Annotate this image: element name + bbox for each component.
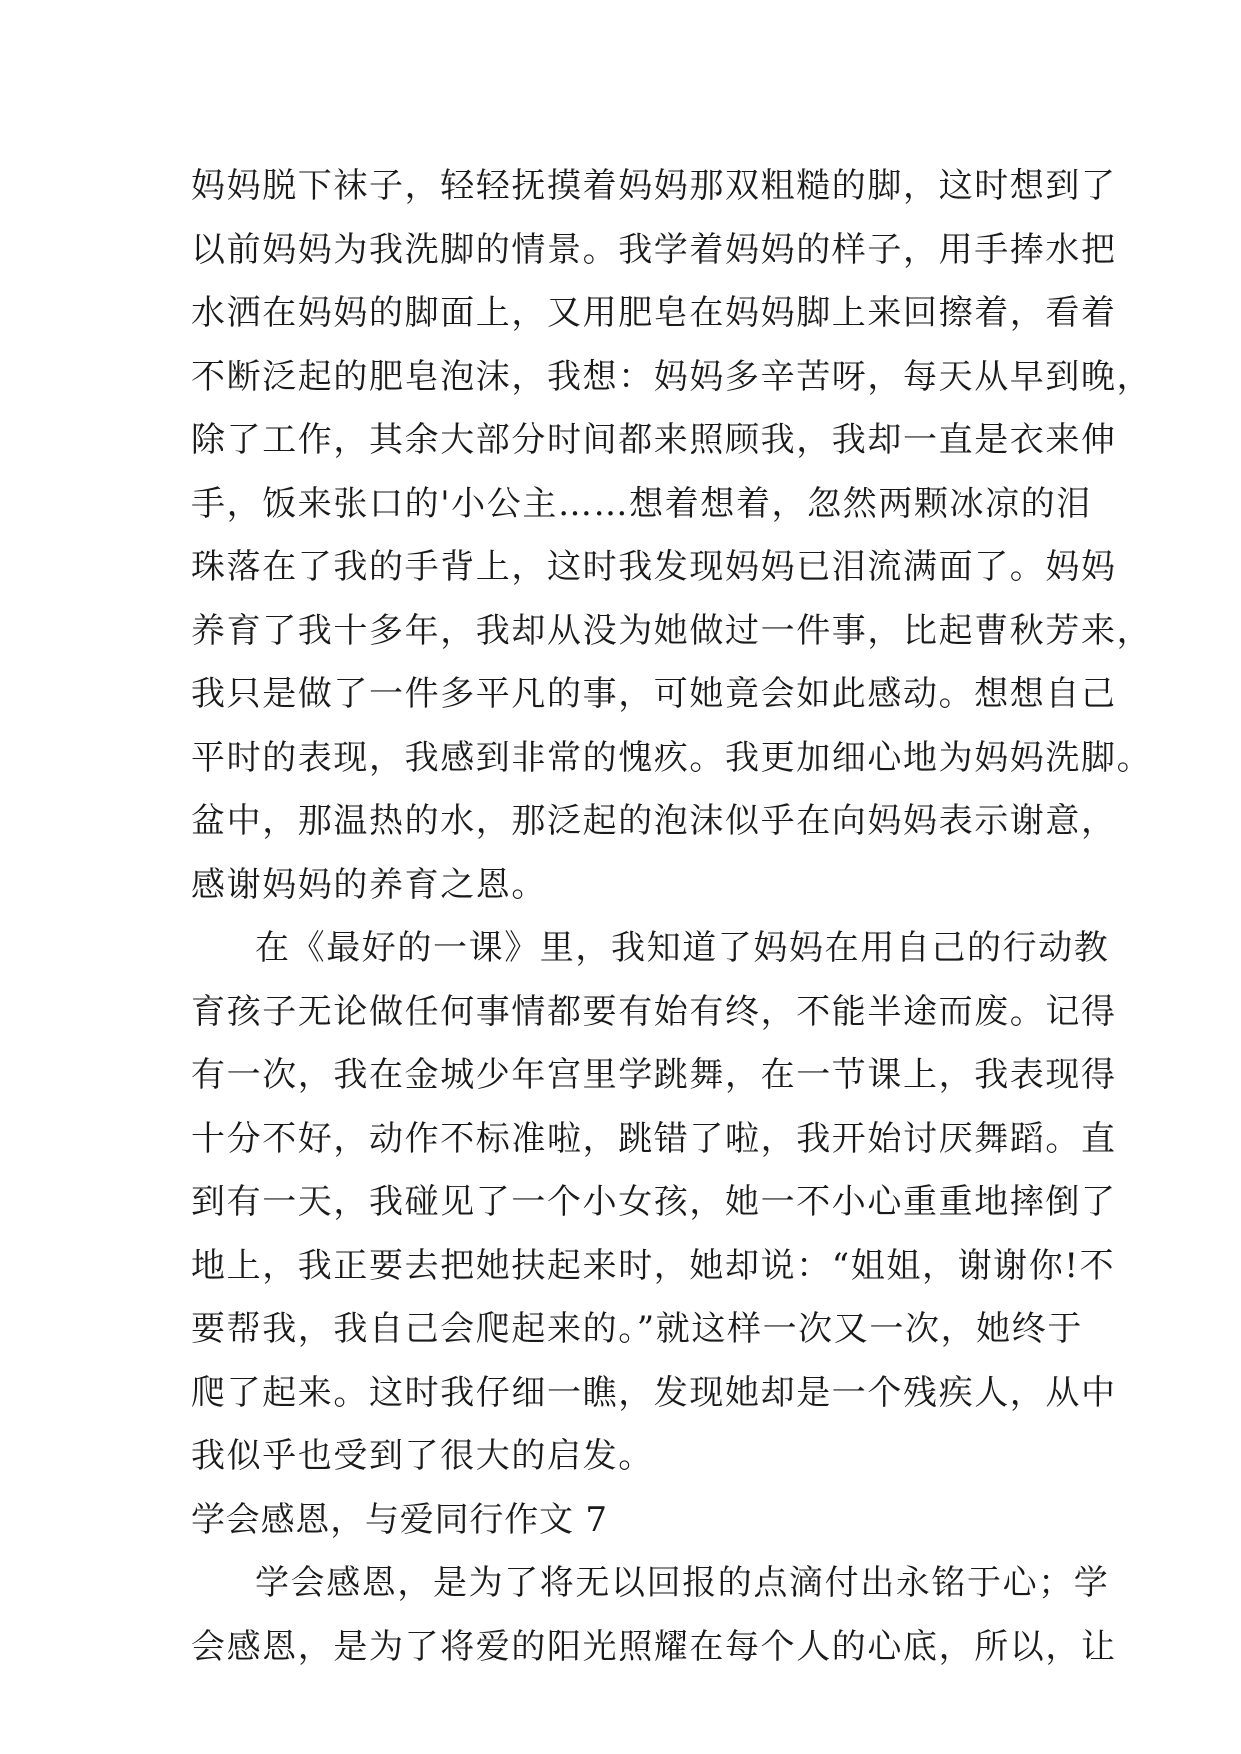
text-line: 以前妈妈为我洗脚的情景。我学着妈妈的样子，用手捧水把: [191, 229, 1117, 270]
text-line: 十分不好，动作不标准啦，跳错了啦，我开始讨厌舞蹈。直: [191, 1118, 1117, 1159]
text-line: 有一次，我在金城少年宫里学跳舞，在一节课上，我表现得: [191, 1055, 1117, 1095]
text-line: 地上，我正要去把她扶起来时，她却说：“姐姐，谢谢你!不: [191, 1245, 1116, 1286]
text-line: 感谢妈妈的养育之恩。: [191, 864, 547, 905]
text-line: 盆中，那温热的水，那泛起的泡沫似乎在向妈妈表示谢意，: [191, 801, 1117, 841]
paragraph-first-line: 在《最好的一课》里，我知道了妈妈在用自己的行动教: [255, 928, 1110, 968]
text-line: 养育了我十多年，我却从没为她做过一件事，比起曹秋芳来，: [191, 610, 1153, 651]
text-line: 育孩子无论做任何事情都要有始有终，不能半途而废。记得: [191, 991, 1117, 1032]
essay-text-block: [191, 155, 1153, 1679]
text-line: 爬了起来。这时我仔细一瞧，发现她却是一个残疾人，从中: [191, 1372, 1117, 1413]
text-line: 我似乎也受到了很大的启发。: [191, 1436, 654, 1476]
text-line: 珠落在了我的手背上，这时我发现妈妈已泪流满面了。妈妈: [191, 547, 1117, 587]
text-line: 我只是做了一件多平凡的事，可她竟会如此感动。想想自己: [191, 674, 1117, 714]
text-line: 水洒在妈妈的脚面上，又用肥皂在妈妈脚上来回擦着，看着: [191, 293, 1117, 333]
text-line: 妈妈脱下袜子，轻轻抚摸着妈妈那双粗糙的脚，这时想到了: [191, 166, 1117, 206]
essay-section-heading: 学会感恩，与爱同行作文 7: [191, 1499, 608, 1540]
paragraph-first-line: 学会感恩，是为了将无以回报的点滴付出永铭于心；学: [255, 1563, 1110, 1603]
text-line: 平时的表现，我感到非常的愧疚。我更加细心地为妈妈洗脚。: [191, 737, 1153, 778]
text-line: 要帮我，我自己会爬起来的。”就这样一次又一次，她终于: [191, 1309, 1083, 1349]
text-line: 手，饭来张口的'小公主……想着想着，忽然两颗冰凉的泪: [191, 483, 1092, 524]
text-line: 除了工作，其余大部分时间都来照顾我，我却一直是衣来伸: [191, 420, 1117, 460]
text-line: 会感恩，是为了将爱的阳光照耀在每个人的心底，所以，让: [191, 1626, 1117, 1667]
text-line: 到有一天，我碰见了一个小女孩，她一不小心重重地摔倒了: [191, 1182, 1117, 1222]
text-line: 不断泛起的肥皂泡沫，我想：妈妈多辛苦呀，每天从早到晚，: [191, 356, 1153, 397]
